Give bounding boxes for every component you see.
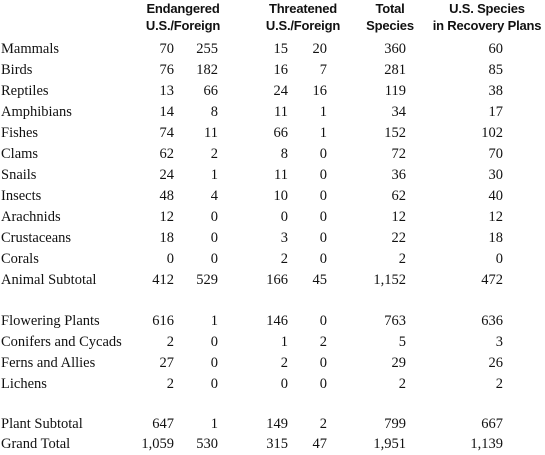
cell-t-us: 166: [266, 272, 288, 288]
table-row: [0, 165, 545, 186]
cell-recovery: 102: [481, 125, 503, 141]
cell-t-us: 11: [274, 104, 288, 120]
cell-e-for: 8: [210, 104, 218, 120]
table-row: [0, 434, 545, 455]
cell-e-us: 48: [159, 188, 174, 204]
cell-t-for: 0: [319, 188, 327, 204]
row-label: Insects: [1, 188, 42, 204]
cell-total: 2: [398, 376, 406, 392]
cell-recovery: 2: [495, 376, 503, 392]
cell-recovery: 18: [488, 230, 503, 246]
cell-t-us: 8: [280, 146, 288, 162]
cell-recovery: 17: [488, 104, 503, 120]
cell-e-us: 70: [159, 41, 174, 57]
cell-total: 36: [391, 167, 406, 183]
cell-total: 2: [398, 251, 406, 267]
cell-t-for: 0: [319, 230, 327, 246]
cell-recovery: 40: [488, 188, 503, 204]
cell-e-us: 14: [159, 104, 174, 120]
cell-e-us: 13: [159, 83, 174, 99]
header-endangered: [133, 0, 233, 34]
cell-e-for: 529: [196, 272, 218, 288]
cell-e-for: 0: [210, 251, 218, 267]
cell-e-us: 0: [166, 251, 174, 267]
cell-t-for: 1: [319, 104, 327, 120]
cell-total: 152: [384, 125, 406, 141]
cell-t-us: 149: [266, 416, 288, 432]
row-label: Crustaceans: [1, 230, 72, 246]
header-total-species: [355, 0, 425, 34]
cell-t-us: 0: [280, 376, 288, 392]
cell-t-us: 11: [274, 167, 288, 183]
table-row: [0, 353, 545, 374]
cell-e-us: 647: [152, 416, 174, 432]
cell-total: 62: [391, 188, 406, 204]
table-row: [0, 144, 545, 165]
cell-t-for: 0: [319, 355, 327, 371]
cell-recovery: 636: [481, 313, 503, 329]
row-label: Ferns and Allies: [1, 355, 96, 371]
cell-t-us: 146: [266, 313, 288, 329]
cell-e-for: 255: [196, 41, 218, 57]
cell-recovery: 667: [481, 416, 503, 432]
row-label: Clams: [1, 146, 39, 162]
cell-t-us: 0: [280, 209, 288, 225]
table-row: [0, 207, 545, 228]
cell-t-us: 16: [273, 62, 288, 78]
cell-total: 799: [384, 416, 406, 432]
cell-e-for: 530: [196, 436, 218, 452]
table-row: [0, 374, 545, 395]
cell-e-for: 2: [210, 146, 218, 162]
table-row: [0, 81, 545, 102]
cell-e-for: 0: [210, 334, 218, 350]
cell-e-us: 1,059: [141, 436, 174, 452]
header-endangered-line1: Endangered: [146, 1, 220, 16]
row-label: Reptiles: [1, 83, 49, 99]
cell-e-for: 66: [203, 83, 218, 99]
cell-recovery: 70: [488, 146, 503, 162]
cell-total: 360: [384, 41, 406, 57]
cell-total: 281: [384, 62, 406, 78]
header-total-line1: Total: [375, 1, 405, 16]
table-row: [0, 311, 545, 332]
cell-total: 1,152: [373, 272, 406, 288]
row-label: Plant Subtotal: [1, 416, 83, 432]
cell-total: 72: [391, 146, 406, 162]
cell-recovery: 38: [488, 83, 503, 99]
cell-e-for: 182: [196, 62, 218, 78]
cell-e-for: 0: [210, 209, 218, 225]
cell-recovery: 30: [488, 167, 503, 183]
cell-e-for: 1: [210, 313, 218, 329]
cell-total: 22: [391, 230, 406, 246]
table-row: [0, 249, 545, 270]
header-threatened: [253, 0, 353, 34]
row-label: Flowering Plants: [1, 313, 100, 329]
row-label: Lichens: [1, 376, 47, 392]
cell-t-for: 0: [319, 313, 327, 329]
cell-recovery: 26: [488, 355, 503, 371]
cell-t-for: 0: [319, 209, 327, 225]
row-label: Corals: [1, 251, 39, 267]
cell-t-us: 2: [280, 355, 288, 371]
cell-t-for: 2: [319, 416, 327, 432]
cell-recovery: 12: [488, 209, 503, 225]
cell-recovery: 1,139: [470, 436, 503, 452]
table-row: [0, 414, 545, 435]
table-row: [0, 39, 545, 60]
cell-e-us: 18: [159, 230, 174, 246]
cell-e-us: 27: [159, 355, 174, 371]
cell-t-for: 20: [312, 41, 327, 57]
cell-t-for: 0: [319, 376, 327, 392]
cell-e-for: 1: [210, 416, 218, 432]
cell-e-us: 412: [152, 272, 174, 288]
cell-recovery: 3: [495, 334, 503, 350]
table-row: [0, 60, 545, 81]
cell-e-us: 616: [152, 313, 174, 329]
cell-t-for: 45: [312, 272, 327, 288]
row-label: Amphibians: [1, 104, 72, 120]
row-label: Grand Total: [1, 436, 71, 452]
cell-t-us: 3: [280, 230, 288, 246]
cell-e-for: 1: [210, 167, 218, 183]
cell-e-for: 0: [210, 355, 218, 371]
cell-t-us: 10: [273, 188, 288, 204]
row-label: Animal Subtotal: [1, 272, 97, 288]
cell-e-for: 11: [204, 125, 218, 141]
cell-e-us: 76: [159, 62, 174, 78]
cell-total: 12: [391, 209, 406, 225]
cell-e-for: 0: [210, 376, 218, 392]
header-total-line2: Species: [366, 18, 414, 33]
header-recovery-plans: [432, 0, 542, 34]
cell-total: 5: [398, 334, 406, 350]
cell-e-us: 62: [159, 146, 174, 162]
cell-e-us: 24: [159, 167, 174, 183]
header-recovery-line1: U.S. Species: [449, 1, 525, 16]
cell-e-for: 0: [210, 230, 218, 246]
cell-t-for: 16: [312, 83, 327, 99]
header-threatened-line2: U.S./Foreign: [265, 18, 341, 33]
cell-t-for: 0: [319, 146, 327, 162]
row-label: Birds: [1, 62, 33, 78]
row-label: Arachnids: [1, 209, 61, 225]
cell-e-us: 74: [159, 125, 174, 141]
cell-e-for: 4: [210, 188, 218, 204]
cell-recovery: 0: [495, 251, 503, 267]
table-row: [0, 102, 545, 123]
cell-recovery: 472: [481, 272, 503, 288]
row-label: Snails: [1, 167, 37, 183]
cell-t-for: 7: [319, 62, 327, 78]
cell-t-for: 0: [319, 167, 327, 183]
cell-total: 34: [391, 104, 406, 120]
cell-e-us: 2: [166, 334, 174, 350]
table-row: [0, 123, 545, 144]
cell-t-us: 1: [280, 334, 288, 350]
cell-t-for: 0: [319, 251, 327, 267]
cell-total: 119: [384, 83, 406, 99]
header-recovery-line2: in Recovery Plans: [432, 18, 542, 33]
row-label: Conifers and Cycads: [1, 334, 122, 350]
cell-total: 1,951: [373, 436, 406, 452]
cell-t-us: 66: [273, 125, 288, 141]
header-endangered-line2: U.S./Foreign: [145, 18, 221, 33]
cell-total: 763: [384, 313, 406, 329]
header-threatened-line1: Threatened: [268, 1, 338, 16]
cell-t-us: 315: [266, 436, 288, 452]
table-row: [0, 270, 545, 291]
table-row: [0, 228, 545, 249]
cell-e-us: 12: [159, 209, 174, 225]
table-row: [0, 332, 545, 353]
cell-t-for: 1: [319, 125, 327, 141]
cell-e-us: 2: [166, 376, 174, 392]
table-row: [0, 186, 545, 207]
cell-total: 29: [391, 355, 406, 371]
cell-t-for: 47: [312, 436, 327, 452]
cell-recovery: 60: [488, 41, 503, 57]
cell-recovery: 85: [488, 62, 503, 78]
row-label: Mammals: [1, 41, 59, 57]
cell-t-us: 2: [280, 251, 288, 267]
row-label: Fishes: [1, 125, 39, 141]
cell-t-us: 24: [273, 83, 288, 99]
cell-t-for: 2: [319, 334, 327, 350]
cell-t-us: 15: [273, 41, 288, 57]
